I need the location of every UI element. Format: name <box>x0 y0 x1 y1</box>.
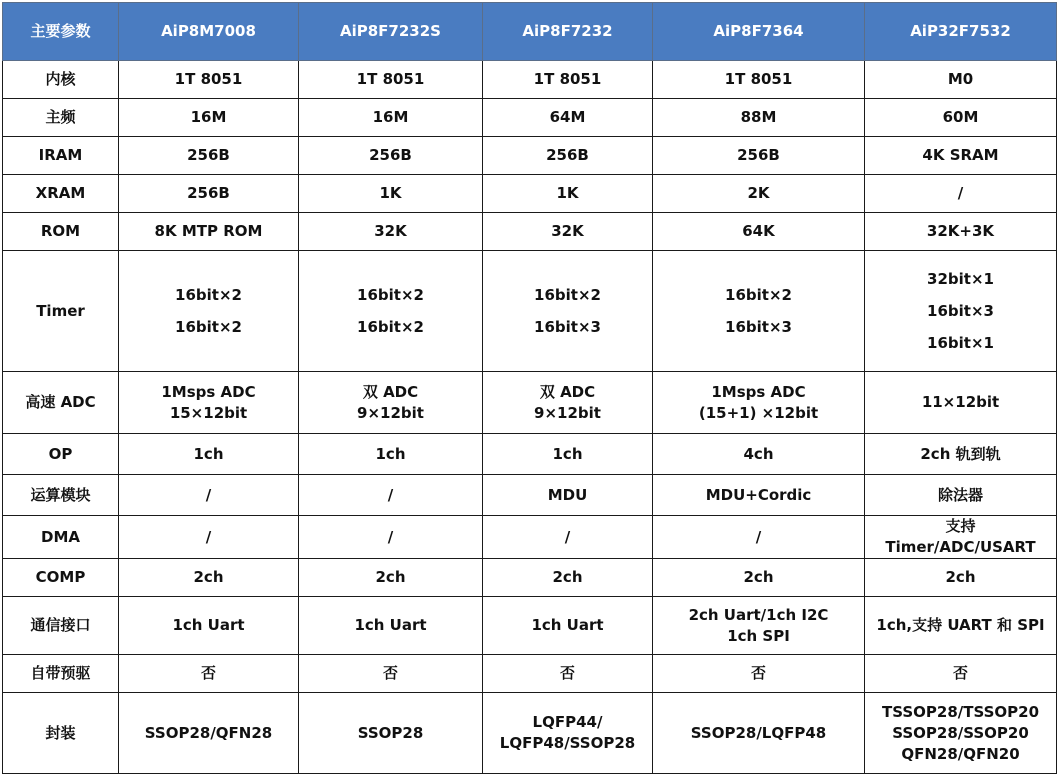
cell-text: 4ch <box>743 444 774 463</box>
table-row <box>3 516 1057 559</box>
table-row <box>3 475 1057 516</box>
cell-text: SSOP28 <box>357 723 424 742</box>
table-header <box>3 3 1057 61</box>
table-cell <box>299 251 483 372</box>
table-row <box>3 372 1057 434</box>
cell-text: 1Msps ADC <box>161 382 256 401</box>
row-label: 封装 <box>3 693 119 774</box>
cell-text: SSOP28/LQFP48 <box>690 723 827 742</box>
table-cell <box>653 213 865 251</box>
cell-text: 16M <box>190 108 227 126</box>
table-cell <box>119 61 299 99</box>
table-cell <box>299 693 483 774</box>
cell-text: 32K+3K <box>926 222 995 240</box>
cell-text: 1Msps ADC <box>711 382 806 401</box>
cell-text: SSOP28/SSOP20 <box>892 723 1029 742</box>
table-row <box>3 99 1057 137</box>
table-row <box>3 559 1057 597</box>
cell-text: 2ch <box>375 568 406 586</box>
row-label: 内核 <box>3 61 119 99</box>
cell-text: / <box>205 527 212 546</box>
table-cell <box>483 559 653 597</box>
cell-text: 2K <box>747 184 770 202</box>
cell-text: 32K <box>551 222 584 240</box>
cell-text: 1ch Uart <box>531 616 604 634</box>
row-label: 通信接口 <box>3 597 119 655</box>
table-cell <box>483 597 653 655</box>
table-cell <box>299 434 483 475</box>
row-label: 运算模块 <box>3 475 119 516</box>
cell-text: QFN28/QFN20 <box>901 744 1020 763</box>
table-cell <box>865 597 1057 655</box>
table-cell <box>483 61 653 99</box>
table-cell <box>483 434 653 475</box>
row-label: COMP <box>3 559 119 597</box>
cell-text: 1ch <box>193 444 224 463</box>
table-cell <box>299 475 483 516</box>
table-cell <box>653 475 865 516</box>
table-cell <box>483 99 653 137</box>
cell-text: 60M <box>942 108 979 126</box>
table-cell <box>299 516 483 559</box>
table-row <box>3 655 1057 693</box>
table-cell <box>653 655 865 693</box>
cell-text: 256B <box>737 146 780 164</box>
cell-text: 1K <box>379 184 402 202</box>
table-cell <box>653 597 865 655</box>
table-cell <box>483 137 653 175</box>
cell-text: 64M <box>549 108 586 126</box>
table-cell <box>483 475 653 516</box>
table-cell <box>865 137 1057 175</box>
cell-text: 16bit×2 <box>725 285 792 304</box>
cell-text: 32K <box>374 222 407 240</box>
cell-text: 1ch <box>375 444 406 463</box>
cell-text: 2ch <box>945 568 976 586</box>
cell-text: 16bit×3 <box>927 301 994 320</box>
cell-text: 1ch <box>552 444 583 463</box>
cell-text: 1T 8051 <box>724 70 793 88</box>
cell-text: 1ch,支持 UART 和 SPI <box>876 616 1045 634</box>
cell-text: MDU+Cordic <box>705 485 812 504</box>
cell-text: / <box>564 527 571 546</box>
cell-text: 256B <box>187 146 230 164</box>
table-cell <box>119 655 299 693</box>
table-cell <box>119 559 299 597</box>
cell-text: 双 ADC <box>539 382 596 401</box>
cell-text: 15×12bit <box>169 403 248 422</box>
spec-comparison-table <box>2 2 1057 774</box>
cell-text: / <box>205 485 212 504</box>
table-row <box>3 693 1057 774</box>
table-cell <box>653 516 865 559</box>
cell-text: SSOP28/QFN28 <box>144 723 273 742</box>
cell-text: 否 <box>750 664 766 682</box>
cell-text: 双 ADC <box>362 382 419 401</box>
cell-text: 256B <box>187 184 230 202</box>
table-cell <box>483 175 653 213</box>
cell-text: 支持 Timer/ADC/USART <box>885 517 1036 556</box>
header-cell-model: AiP8M7008 <box>119 3 299 61</box>
table-cell <box>865 213 1057 251</box>
cell-text: 1T 8051 <box>174 70 243 88</box>
cell-text: 16bit×3 <box>725 317 792 336</box>
cell-text: 64K <box>742 222 775 240</box>
cell-text: 9×12bit <box>357 403 424 422</box>
table-cell <box>483 251 653 372</box>
table-cell <box>299 99 483 137</box>
table-cell <box>483 372 653 434</box>
table-cell <box>299 213 483 251</box>
header-cell-model: AiP8F7232 <box>483 3 653 61</box>
table-cell <box>119 175 299 213</box>
table-cell <box>483 693 653 774</box>
cell-text: / <box>755 527 762 546</box>
table-cell <box>865 61 1057 99</box>
cell-text: 1ch Uart <box>354 616 427 634</box>
table-row <box>3 251 1057 372</box>
row-label: ROM <box>3 213 119 251</box>
table-cell <box>653 61 865 99</box>
cell-text: 88M <box>740 108 777 126</box>
table-cell <box>119 213 299 251</box>
table-cell <box>653 137 865 175</box>
table-cell <box>865 693 1057 774</box>
cell-text: 1ch SPI <box>727 626 790 645</box>
cell-text: 256B <box>546 146 589 164</box>
table-cell <box>119 251 299 372</box>
table-cell <box>865 251 1057 372</box>
cell-text: TSSOP28/TSSOP20 <box>881 702 1040 721</box>
table-cell <box>119 372 299 434</box>
table-cell <box>119 434 299 475</box>
table-cell <box>865 559 1057 597</box>
table-row <box>3 61 1057 99</box>
cell-text: 否 <box>952 664 968 682</box>
table-row <box>3 213 1057 251</box>
table-cell <box>865 475 1057 516</box>
table-cell <box>119 693 299 774</box>
header-row <box>3 3 1057 61</box>
table-cell <box>483 213 653 251</box>
table-cell <box>299 559 483 597</box>
table-cell <box>299 137 483 175</box>
table-cell <box>119 516 299 559</box>
cell-text: 9×12bit <box>534 403 601 422</box>
header-cell-model: AiP8F7232S <box>299 3 483 61</box>
table-cell <box>653 434 865 475</box>
table-row <box>3 175 1057 213</box>
cell-text: 11×12bit <box>921 393 1000 411</box>
cell-text: 除法器 <box>937 485 983 504</box>
table-cell <box>653 175 865 213</box>
table-cell <box>653 693 865 774</box>
table-cell <box>865 99 1057 137</box>
cell-text: 否 <box>200 664 216 682</box>
cell-text: 16bit×3 <box>534 317 601 336</box>
table-row <box>3 597 1057 655</box>
cell-text: 16bit×2 <box>357 285 424 304</box>
cell-text: 2ch <box>193 568 224 586</box>
cell-text: 2ch <box>743 568 774 586</box>
header-cell-model: AiP8F7364 <box>653 3 865 61</box>
cell-text: / <box>387 527 394 546</box>
table-cell <box>865 175 1057 213</box>
cell-text: M0 <box>947 70 974 88</box>
cell-text: 16bit×1 <box>927 333 994 352</box>
row-label: 自带预驱 <box>3 655 119 693</box>
table-row <box>3 434 1057 475</box>
row-label: IRAM <box>3 137 119 175</box>
spec-table-container <box>2 2 1057 774</box>
cell-text: MDU <box>547 485 588 504</box>
header-cell-param: 主要参数 <box>3 3 119 61</box>
cell-text: LQFP44/ <box>532 713 603 731</box>
table-cell <box>865 655 1057 693</box>
cell-text: / <box>387 485 394 504</box>
cell-text: 4K SRAM <box>922 146 999 164</box>
table-cell <box>483 655 653 693</box>
table-cell <box>299 655 483 693</box>
cell-text: 16bit×2 <box>175 317 242 336</box>
cell-text: 否 <box>559 664 575 682</box>
cell-text: 16M <box>372 108 409 126</box>
cell-text: 16bit×2 <box>357 317 424 336</box>
table-cell <box>299 597 483 655</box>
cell-text: / <box>957 184 964 202</box>
table-cell <box>653 559 865 597</box>
table-row <box>3 137 1057 175</box>
cell-text: LQFP48/SSOP28 <box>499 734 636 752</box>
header-cell-model: AiP32F7532 <box>865 3 1057 61</box>
table-cell <box>119 99 299 137</box>
row-label: XRAM <box>3 175 119 213</box>
cell-text: 1T 8051 <box>533 70 602 88</box>
table-body <box>3 61 1057 774</box>
table-cell <box>299 175 483 213</box>
cell-text: 2ch Uart/1ch I2C <box>688 605 829 624</box>
table-cell <box>653 99 865 137</box>
cell-text: 2ch <box>552 568 583 586</box>
cell-text: 8K MTP ROM <box>154 222 263 240</box>
cell-text: 2ch 轨到轨 <box>920 444 1001 463</box>
table-cell <box>865 434 1057 475</box>
cell-text: (15+1) ×12bit <box>698 403 819 422</box>
table-cell <box>299 372 483 434</box>
table-cell <box>865 516 1057 559</box>
table-cell <box>653 372 865 434</box>
row-label: OP <box>3 434 119 475</box>
cell-text: 1K <box>556 184 579 202</box>
row-label: Timer <box>3 251 119 372</box>
cell-text: 1ch Uart <box>172 616 245 634</box>
cell-text: 16bit×2 <box>175 285 242 304</box>
table-cell <box>865 372 1057 434</box>
table-cell <box>119 137 299 175</box>
table-cell <box>483 516 653 559</box>
cell-text: 256B <box>369 146 412 164</box>
cell-text: 16bit×2 <box>534 285 601 304</box>
cell-text: 1T 8051 <box>356 70 425 88</box>
table-cell <box>119 475 299 516</box>
row-label: 主频 <box>3 99 119 137</box>
cell-text: 否 <box>382 664 398 682</box>
table-cell <box>653 251 865 372</box>
table-cell <box>299 61 483 99</box>
row-label: 高速 ADC <box>3 372 119 434</box>
cell-text: 32bit×1 <box>927 269 994 288</box>
row-label: DMA <box>3 516 119 559</box>
table-cell <box>119 597 299 655</box>
